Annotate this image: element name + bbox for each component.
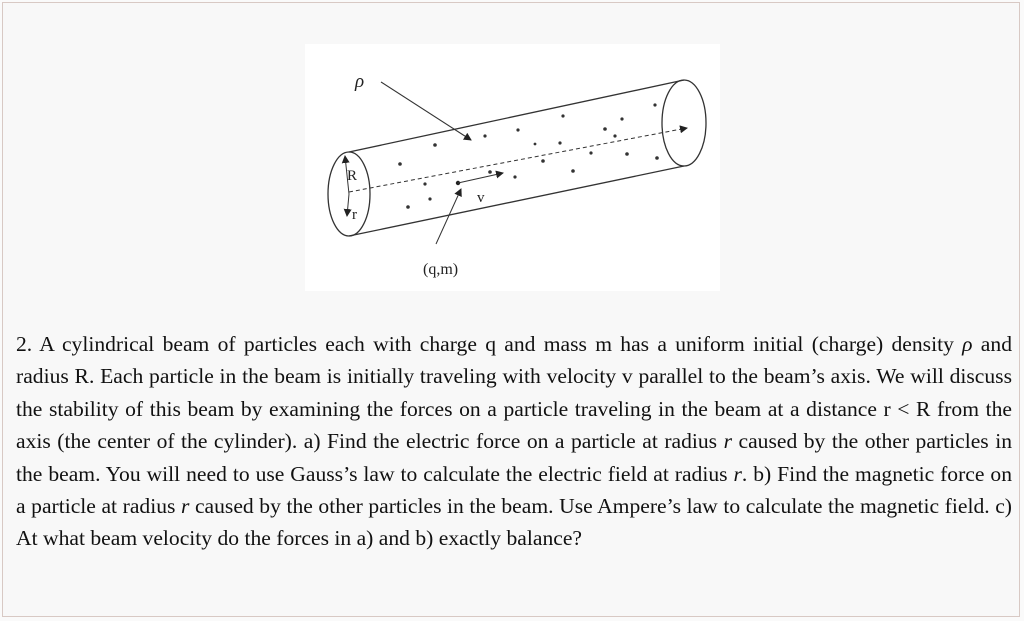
qm-label: (q,m) <box>423 261 459 278</box>
particle <box>406 205 410 209</box>
beam-particles <box>398 103 659 208</box>
particle <box>488 170 492 174</box>
right-end-ellipse <box>662 80 706 166</box>
beam-figure <box>305 44 720 291</box>
problem-text-segment: caused by the other particles in the beam. Use Ampere’s law to calculate the magnetic field. c) At what beam velocity do the forces in a) and b) exactly balance? <box>16 494 1012 551</box>
particle <box>483 134 486 137</box>
problem-text-segment: . b) Find the magnetic force on a particle at radius <box>16 461 1012 519</box>
particle <box>561 114 564 117</box>
particle <box>571 169 575 173</box>
problem-text-segment: 2. A cylindrical beam of particles each with charge q and mass m has a uniform initial (charge) density <box>16 332 963 356</box>
r-symbol: r <box>733 461 742 486</box>
r-symbol: r <box>723 429 732 454</box>
particle <box>589 151 592 154</box>
particle <box>558 141 561 144</box>
rho-pointer-arrow <box>381 82 471 140</box>
beam-axis <box>349 128 687 192</box>
cylinder-diagram <box>305 44 720 291</box>
r-label: r <box>352 207 357 223</box>
particle <box>620 117 623 120</box>
problem-text-segment: and radius R. Each particle in the beam is initially traveling with velocity v parallel to the beam’s axis. We will discuss the stability of this beam by examining the forces on a particle traveling in the beam at a distance r < R from the axis (the center of the cylinder). a) Find the electric force on a particle at radius <box>16 332 1012 454</box>
particle <box>398 162 402 166</box>
problem-statement <box>16 328 1012 555</box>
particle <box>613 134 616 137</box>
particle <box>423 182 426 185</box>
rho-label: ρ <box>355 71 365 92</box>
r-symbol: r <box>180 494 190 519</box>
particle <box>534 143 537 146</box>
v-label: v <box>477 190 485 206</box>
particle <box>653 103 656 106</box>
particle <box>516 128 519 131</box>
velocity-arrow <box>458 173 503 183</box>
cylinder-top-edge <box>349 80 684 152</box>
particle <box>625 152 629 156</box>
R-label: R <box>347 168 358 184</box>
particle <box>603 127 607 131</box>
rho-symbol: ρ <box>962 332 973 356</box>
particle <box>433 143 437 147</box>
particle <box>541 159 545 163</box>
problem-text-segment: caused by the other particles in the beam. You will need to use Gauss’s law to calculate the electric field at radius <box>16 429 1012 486</box>
particle <box>513 175 516 178</box>
particle <box>655 156 659 160</box>
r-radius-arrow <box>347 194 349 216</box>
particle <box>428 197 431 200</box>
